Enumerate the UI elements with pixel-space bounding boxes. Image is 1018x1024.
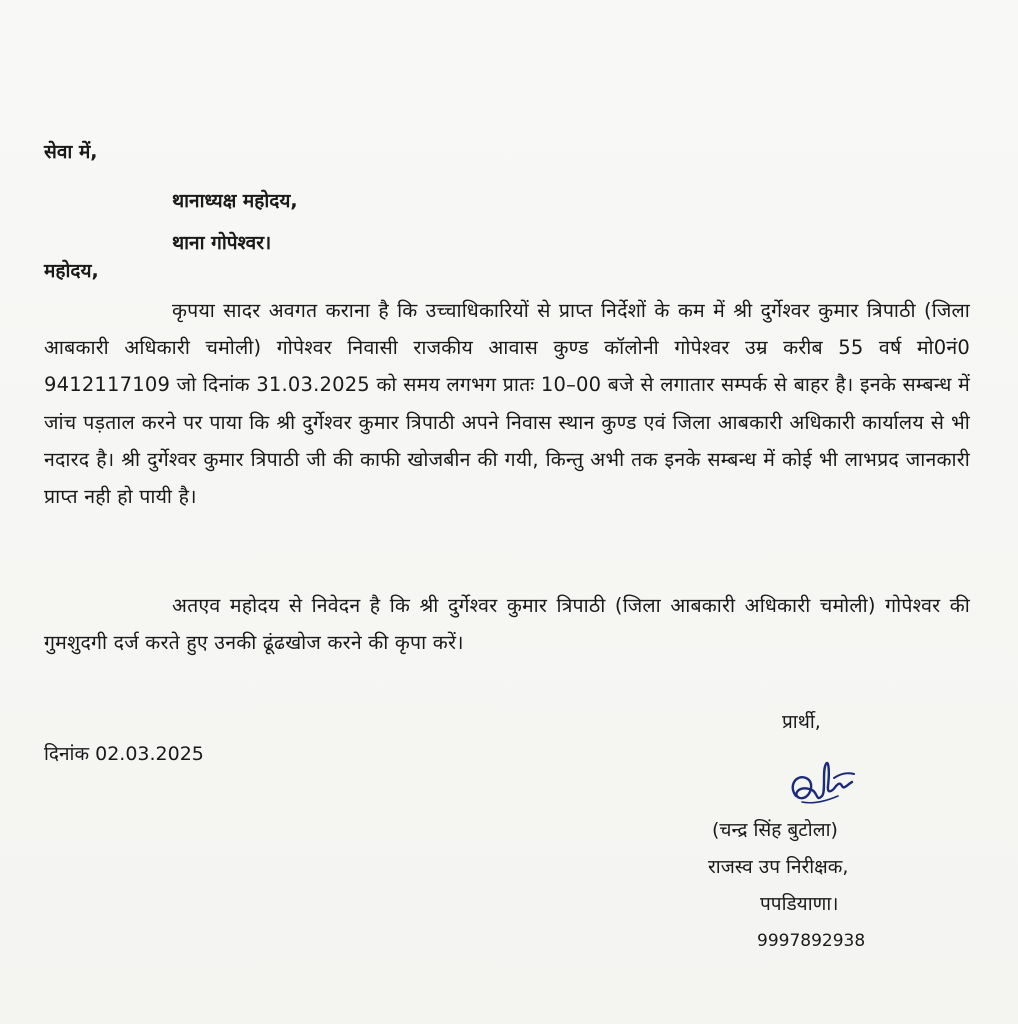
letter-date: दिनांक 02.03.2025 bbox=[44, 743, 204, 765]
addressee-block bbox=[172, 180, 298, 264]
addressee-line-2: थाना गोपेश्वर। bbox=[172, 232, 272, 254]
signer-title: राजस्व उप निरीक्षक, bbox=[708, 856, 849, 878]
closing-text: प्रार्थी, bbox=[782, 711, 821, 733]
signer-phone: 9997892938 bbox=[757, 931, 866, 951]
salutation: सेवा में, bbox=[44, 141, 98, 163]
addressee-line-1: थानाध्यक्ष महोदय, bbox=[172, 190, 298, 212]
body-paragraph-2: अतएव महोदय से निवेदन है कि श्री दुर्गेश्वर कुमार त्रिपाठी (जिला आबकारी अधिकारी चमोली) गोपेश्वर की गुमशुदगी दर्ज करते हुए उनकी ढूंढखोज करने की कृपा करें। bbox=[44, 594, 970, 655]
handwritten-signature bbox=[782, 756, 872, 818]
signer-block bbox=[700, 812, 940, 960]
greeting: महोदय, bbox=[44, 260, 99, 282]
signer-name: (चन्द्र सिंह बुटोला) bbox=[712, 819, 838, 841]
signer-place: पपडियाणा। bbox=[760, 893, 839, 915]
body-paragraph-1: कृपया सादर अवगत कराना है कि उच्चाधिकारियों से प्राप्त निर्देशों के कम में श्री दुर्गेश्वर कुमार त्रिपाठी (जिला आबकारी अधिकारी चमोली) गोपेश्वर निवासी राजकीय आवास कुण्ड कॉलोनी गोपेश्वर उम्र करीब 55 वर्ष मो0नं0 9412117109 जो दिनांक 31.03.2025 को समय लगभग प्रातः 10–00 बजे से लगातार सम्पर्क से बाहर है। इनके सम्बन्ध में जांच पड़ताल करने पर पाया कि श्री दुर्गेश्वर कुमार त्रिपाठी अपने निवास स्थान कुण्ड एवं जिला आबकारी अधिकारी कार्यालय से भी नदारद है। श्री दुर्गेश्वर कुमार त्रिपाठी जी की काफी खोजबीन की गयी, किन्तु अभी तक इनके सम्बन्ध में कोई भी लाभप्रद जानकारी प्राप्त नही हो पायी है। bbox=[44, 299, 970, 509]
